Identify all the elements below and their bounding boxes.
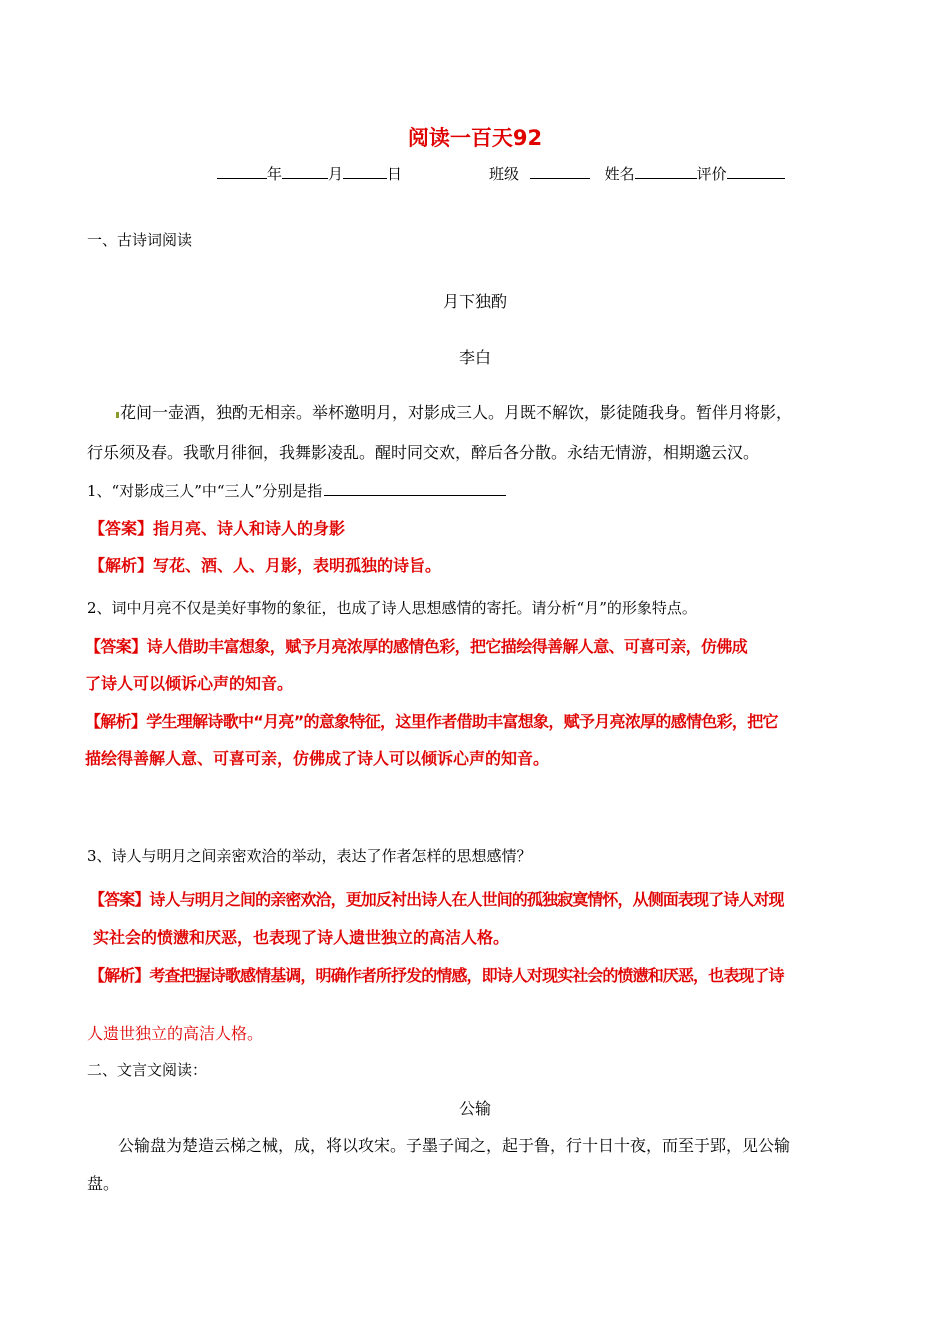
month-label: 月 <box>328 165 344 183</box>
bullet-mark <box>116 412 119 418</box>
q3-answer-line-2: 实社会的愤懑和厌恶，也表现了诗人遗世独立的高洁人格。 <box>93 928 510 947</box>
q1-question-text: 1、“对影成三人”中“三人”分别是指 <box>87 482 323 500</box>
eval-label: 评价 <box>696 165 727 183</box>
q1-question <box>87 480 506 501</box>
q3-analysis-line-2: 人遗世独立的高洁人格。 <box>87 1024 264 1043</box>
year-label: 年 <box>267 165 283 183</box>
q3-answer-line-1: 【答案】诗人与明月之间的亲密欢洽，更加反衬出诗人在人世间的孤独寂寞情怀，从侧面表现了诗人对现 <box>89 890 784 909</box>
poem-line-2: 行乐须及春。我歌月徘徊，我舞影凌乱。醒时同交欢，醉后各分散。永结无情游，相期邈云汉。 <box>87 443 760 462</box>
q1-answer-blank[interactable] <box>324 481 506 496</box>
class-label: 班级 <box>489 165 520 183</box>
q2-question: 2、词中月亮不仅是美好事物的象征，也成了诗人思想感情的寄托。请分析“月”的形象特点。 <box>87 599 697 617</box>
q1-answer: 【答案】指月亮、诗人和诗人的身影 <box>89 519 346 538</box>
q2-analysis-line-2: 描绘得善解人意、可喜可亲，仿佛成了诗人可以倾诉心声的知音。 <box>85 749 550 768</box>
page-title: 阅读一百天92 <box>407 126 543 150</box>
q3-question: 3、诗人与明月之间亲密欢洽的举动，表达了作者怎样的思想感情？ <box>87 847 532 865</box>
text-line-2: 盘。 <box>87 1174 120 1193</box>
poem-author: 李白 <box>458 348 491 367</box>
poem-title: 月下独酌 <box>442 292 507 311</box>
q1-analysis: 【解析】写花、酒、人、月影，表明孤独的诗旨。 <box>89 556 442 575</box>
day-label: 日 <box>387 165 403 183</box>
date-line <box>217 163 402 184</box>
name-label: 姓名 <box>604 165 635 183</box>
class-blank[interactable] <box>530 164 590 179</box>
q2-answer-line-1: 【答案】诗人借助丰富想象，赋予月亮浓厚的感情色彩，把它描绘得善解人意、可喜可亲，仿佛成 <box>85 637 748 656</box>
text-line-1: 公输盘为楚造云梯之械，成，将以攻宋。子墨子闻之，起于鲁，行十日十夜，而至于郢，见公输 <box>118 1136 791 1155</box>
month-blank[interactable] <box>282 164 328 179</box>
q2-answer-line-2: 了诗人可以倾诉心声的知音。 <box>85 674 294 693</box>
name-blank[interactable] <box>635 164 697 179</box>
q3-analysis-line-1: 【解析】考查把握诗歌感情基调，明确作者所抒发的情感，即诗人对现实社会的愤懑和厌恶，也表现了诗 <box>89 966 784 985</box>
section1-heading: 一、古诗词阅读 <box>87 231 193 249</box>
poem-line-1 <box>116 400 792 423</box>
eval-blank[interactable] <box>727 164 785 179</box>
q2-analysis-line-1: 【解析】学生理解诗歌中“月亮”的意象特征，这里作者借助丰富想象，赋予月亮浓厚的感情色彩，把它 <box>85 712 778 731</box>
poem-line-1-text: 花间一壶酒，独酌无相亲。举杯邀明月，对影成三人。月既不解饮，影徒随我身。暂伴月将影， <box>120 403 793 422</box>
day-blank[interactable] <box>343 164 387 179</box>
section2-heading: 二、文言文阅读： <box>87 1061 208 1079</box>
text-title: 公输 <box>458 1099 491 1118</box>
year-blank[interactable] <box>217 164 267 179</box>
info-line <box>489 163 785 184</box>
